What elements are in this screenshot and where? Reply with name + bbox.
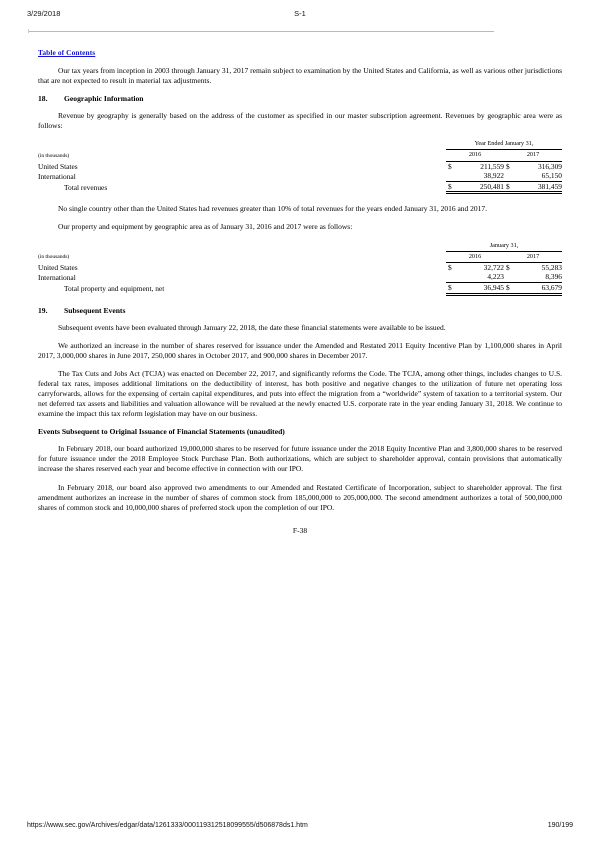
property-intl-2016 (446, 272, 504, 282)
section-heading-18 (38, 94, 562, 104)
table-total-row (38, 181, 562, 193)
revenue-total-2017 (504, 181, 562, 193)
revenue-row-label-us: United States (38, 161, 78, 171)
browser-print-header (0, 9, 600, 23)
revenue-intl-2016-value: 38,922 (483, 171, 504, 181)
property-row-label-us: United States (38, 262, 78, 272)
col-spacer-c (436, 162, 446, 172)
property-us-2017 (504, 263, 562, 273)
revenue-total-2016 (446, 181, 504, 193)
section-title-18: Geographic Information (64, 94, 144, 104)
table-row (38, 171, 562, 181)
property-group-header (446, 241, 562, 252)
revenue-group-header (446, 139, 562, 150)
revenue-us-2016-value: 211,559 (480, 161, 504, 171)
section-title-19: Subsequent Events (64, 305, 126, 315)
paragraph-tcja: The Tax Cuts and Jobs Act (TCJA) was enacted on December 22, 2017, and significantly reforms the Code. The TCJA, among other things, includes changes to U.S. federal tax rates, imposes additional limitations on the deductibility of interest, has both positive and negative changes to the utilization of future net operating loss carryforwards, allows for the expensing of certain capital expenditures, and puts into effect the migration from a “worldwide” system of taxation to a territorial system. Our net deferred tax assets and liabilities and valuation allowance will be revalued at the newly enacted U.S. corporate rate in the year ending January 31, 2018. We continue to examine the impact this tax reform legislation may have on our business. (38, 368, 562, 419)
property-total-2017 (504, 282, 562, 294)
property-us-2016 (446, 263, 504, 273)
revenue-col-header-2017-text: 2017 (504, 150, 562, 161)
page-number-mark: F-38 (292, 525, 308, 535)
currency-symbol: $ (448, 181, 452, 191)
col-spacer-j (436, 282, 446, 294)
revenue-total-2017-value: 381,459 (537, 181, 562, 191)
paragraph-no-single-country: No single country other than the United States had revenues greater than 10% of total revenues for the years ended January 31, 2016 and 2017. (58, 204, 488, 214)
property-group-header-text: January 31, (446, 241, 562, 252)
header-divider (28, 31, 494, 32)
table-column-header-row (38, 252, 562, 263)
subsection-heading-events-subsequent: Events Subsequent to Original Issuance of Financial Statements (unaudited) (38, 427, 285, 437)
currency-symbol: $ (506, 282, 510, 292)
revenue-by-geography-table (38, 139, 562, 194)
property-col-header-2016 (446, 252, 504, 263)
property-units-label: (in thousands) (38, 254, 70, 261)
paragraph-2018-plans: In February 2018, our board authorized 19,000,000 shares to be reserved for future issuance under the 2018 Equity Incentive Plan and 3,800,000 shares to be reserved for future issuance under the 2018 Employee Stock Purchase Plan. Both authorizations, which are subject to shareholder approval, contain provisions that automatically increase the shares reserved each year and become effective in connection with our IPO. (38, 444, 562, 474)
currency-symbol: $ (448, 282, 452, 292)
col-spacer-g (436, 252, 446, 263)
currency-symbol: $ (506, 161, 510, 171)
col-spacer-a (436, 139, 446, 150)
property-us-2016-value: 32,722 (483, 262, 504, 272)
document-page (38, 42, 562, 535)
section-heading-19 (38, 306, 562, 316)
table-group-header-row (38, 139, 562, 150)
section-number-18: 18. (38, 94, 48, 104)
group-header-spacer-2 (38, 241, 436, 252)
property-and-equipment-table (38, 241, 562, 296)
property-intl-2016-value: 4,223 (487, 272, 504, 282)
table-total-row (38, 282, 562, 294)
revenue-row-label-intl: International (38, 171, 76, 181)
property-total-2016-value: 36,945 (483, 282, 504, 292)
paragraph-geographic-intro: Revenue by geography is generally based on the address of the customer as specified in our master subscription agreement. Revenues by geographic area were as follows: (38, 111, 562, 131)
col-spacer-i (436, 272, 446, 282)
col-spacer-h (436, 263, 446, 273)
currency-symbol: $ (506, 262, 510, 272)
col-spacer-d (436, 171, 446, 181)
property-us-2017-value: 55,283 (541, 262, 562, 272)
col-spacer-e (436, 181, 446, 193)
paragraph-tax-years: Our tax years from inception in 2003 through January 31, 2017 remain subject to examination by the United States and California, as well as various other jurisdictions that are not expected to result in material tax adjustments. (38, 66, 562, 86)
paragraph-certificate-amendments: In February 2018, our board also approved two amendments to our Amended and Restated Certificate of Incorporation, subject to shareholder approval. The first amendment authorizes an increase in the number of shares of common stock from 185,000,000 to 205,000,000. The second amendment authorizes a total of 500,000,000 shares of common stock and 10,000,000 shares of preferred stock upon the completion of our IPO. (38, 482, 562, 512)
property-col-header-2017-text: 2017 (504, 252, 562, 263)
revenue-intl-2017-value: 65,150 (541, 171, 562, 181)
currency-symbol: $ (506, 181, 510, 191)
property-row-label-intl: International (38, 272, 76, 282)
revenue-col-header-2016 (446, 150, 504, 161)
print-document-title: S-1 (294, 9, 306, 18)
currency-symbol: $ (448, 262, 452, 272)
revenue-intl-2016 (446, 171, 504, 181)
revenue-total-2016-value: 250,481 (479, 181, 504, 191)
header-divider-tick (28, 29, 29, 33)
paragraph-equity-incentive-plan-increase: We authorized an increase in the number of shares reserved for issuance under the Amended and Restated 2011 Equity Incentive Plan by 1,100,000 shares in April 2017, 3,000,000 shares in June 2017, 250,000 shares in October 2017, and 900,000 shares in December 2017. (38, 340, 562, 360)
revenue-group-header-text: Year Ended January 31, (446, 139, 562, 150)
property-total-2017-value: 63,679 (541, 282, 562, 292)
group-header-spacer (38, 139, 436, 150)
revenue-row-label-total: Total revenues (64, 183, 108, 193)
property-row-label-total: Total property and equipment, net (64, 284, 165, 294)
browser-print-footer (0, 822, 600, 836)
table-of-contents-link[interactable]: Table of Contents (38, 48, 96, 57)
property-intl-2017-value: 8,396 (545, 272, 562, 282)
col-spacer-f (436, 241, 446, 252)
revenue-intl-2017 (504, 171, 562, 181)
page-counter: 190/199 (547, 822, 573, 829)
property-total-2016 (446, 282, 504, 294)
revenue-col-header-2016-text: 2016 (446, 150, 504, 161)
print-date: 3/29/2018 (27, 9, 61, 18)
property-col-header-2017 (504, 252, 562, 263)
revenue-units-label: (in thousands) (38, 152, 70, 159)
paragraph-property-intro: Our property and equipment by geographic area as of January 31, 2016 and 2017 were as follows: (58, 222, 353, 232)
revenue-us-2017-value: 316,309 (537, 161, 562, 171)
revenue-us-2017 (504, 162, 562, 172)
table-column-header-row (38, 150, 562, 161)
revenue-col-header-2017 (504, 150, 562, 161)
paragraph-subsequent-events-evaluated: Subsequent events have been evaluated through January 22, 2018, the date these financial statements were available to be issued. (58, 322, 446, 332)
source-url: https://www.sec.gov/Archives/edgar/data/1261333/000119312518099555/d506878ds1.htm (27, 822, 308, 829)
revenue-us-2016 (446, 162, 504, 172)
table-row (38, 272, 562, 282)
table-row (38, 263, 562, 273)
section-number-19: 19. (38, 305, 48, 315)
currency-symbol: $ (448, 161, 452, 171)
property-col-header-2016-text: 2016 (446, 252, 504, 263)
table-group-header-row (38, 241, 562, 252)
table-row (38, 162, 562, 172)
property-intl-2017 (504, 272, 562, 282)
col-spacer-b (436, 150, 446, 161)
